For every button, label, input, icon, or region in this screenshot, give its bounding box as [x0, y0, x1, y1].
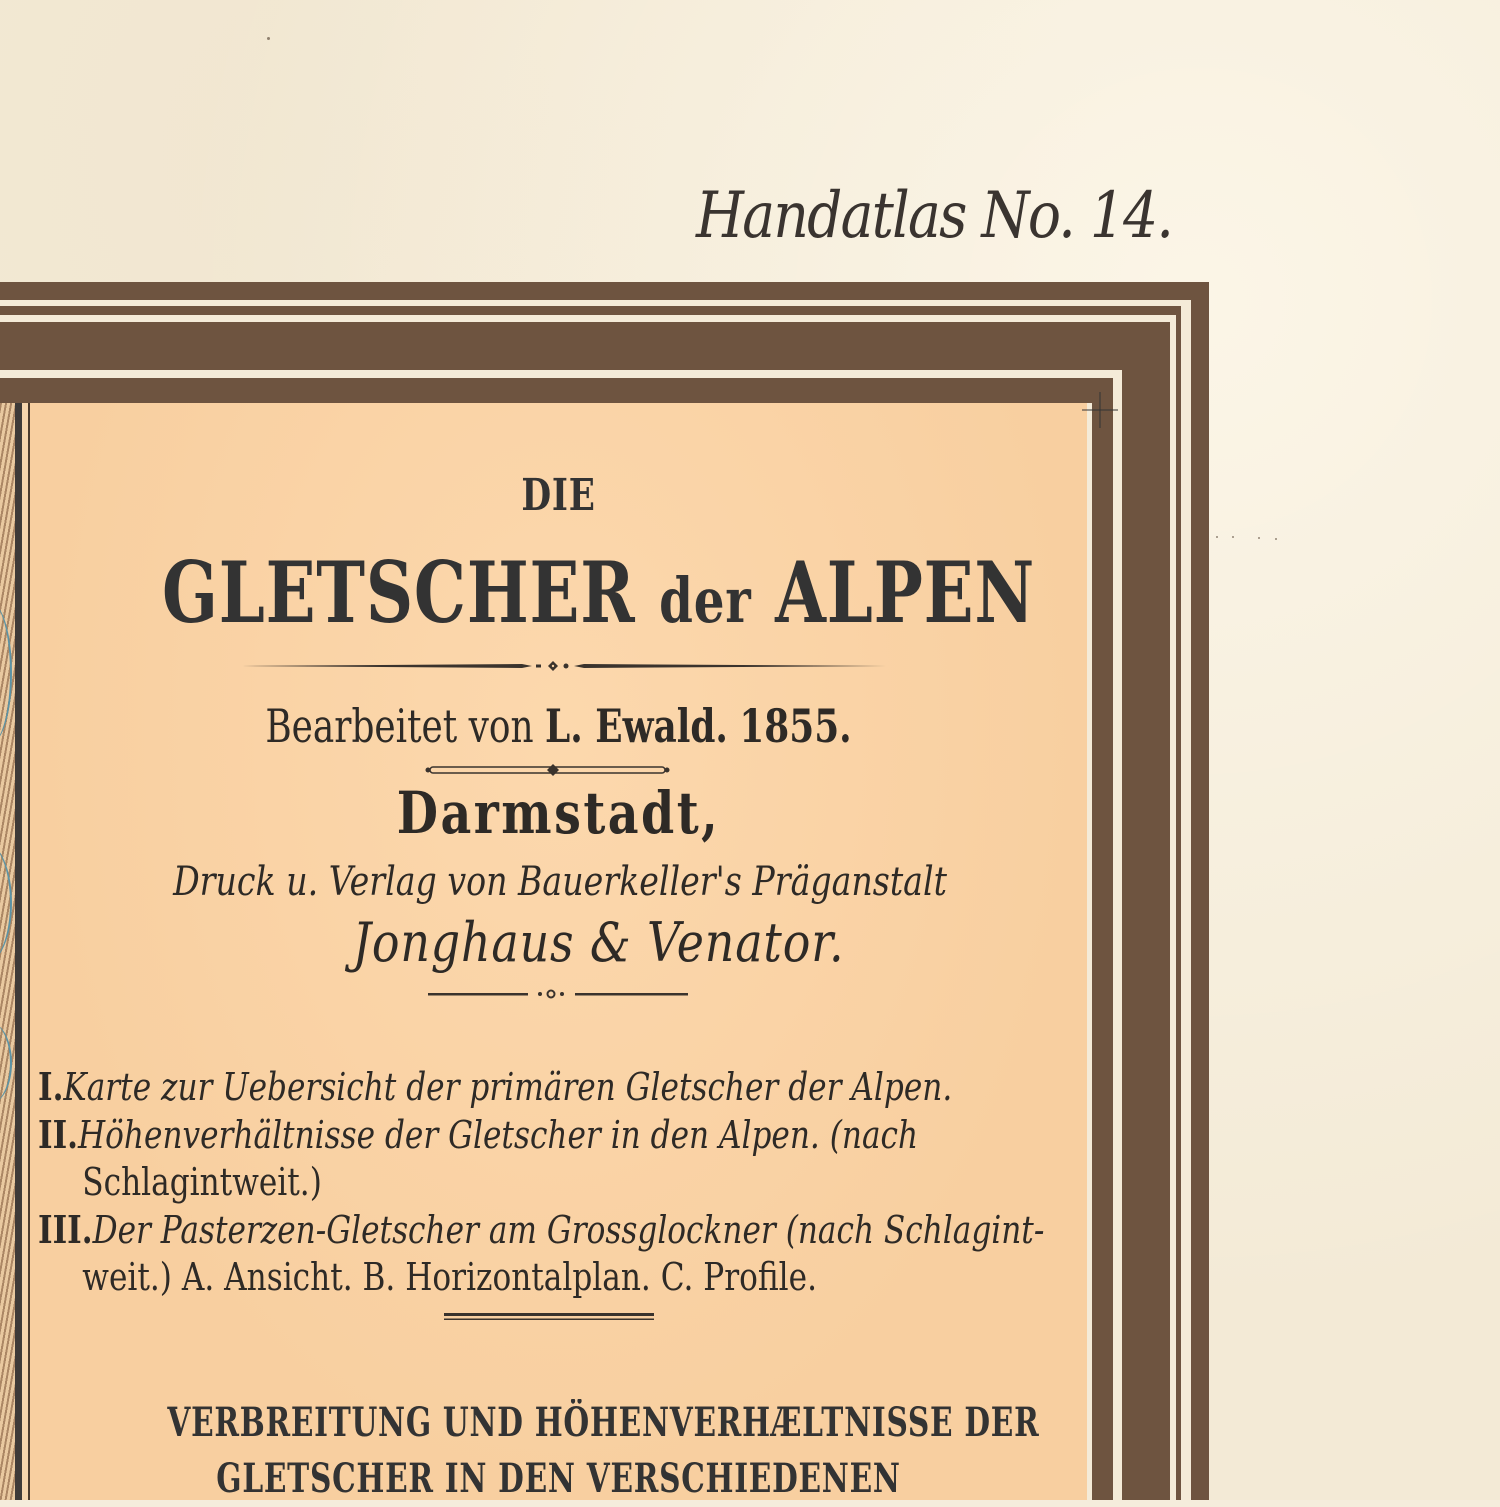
byline-prefix: Bearbeitet von: [265, 699, 534, 753]
map-fragment: [0, 403, 15, 1500]
contents-item-continuation: weit.) A. Ansicht. B. Horizontalplan. C. Profile.: [82, 1255, 817, 1299]
subtitle-line-2: GLETSCHER IN DEN VERSCHIEDENEN: [216, 1455, 901, 1502]
item-text: Karte zur Uebersicht der primären Gletscher der Alpen.: [63, 1065, 953, 1109]
paper-speck: [1216, 536, 1218, 538]
printer-line: Druck u. Verlag von Bauerkeller's Präganstalt: [173, 859, 947, 905]
paper-speck: [1258, 537, 1260, 539]
item-numeral: III.: [38, 1207, 93, 1252]
river-line: [0, 1023, 12, 1103]
main-title: [162, 543, 1036, 642]
river-line: [0, 603, 12, 743]
byline: [146, 699, 970, 753]
title-part-1: GLETSCHER: [162, 543, 636, 642]
contents-item: [38, 1063, 953, 1111]
registration-mark-icon: [1082, 392, 1118, 428]
paper-speck: [267, 37, 270, 40]
contents-item: [38, 1206, 1045, 1254]
item-numeral: I.: [38, 1064, 64, 1109]
publication-city: Darmstadt,: [396, 779, 721, 847]
ornamental-rule-icon: [242, 661, 886, 671]
contents-item: [38, 1111, 919, 1159]
byline-author: L. Ewald.: [545, 699, 728, 753]
byline-year: 1855.: [739, 699, 852, 753]
contents-list: [38, 1063, 1098, 1301]
contents-item-continuation: Schlagintweit.): [82, 1160, 322, 1204]
atlas-number-label: Handatlas No. 14.: [696, 179, 1173, 253]
double-rule-icon: [444, 1313, 654, 1321]
title-cartouche: [30, 403, 1087, 1500]
ornamental-rule-icon: [428, 989, 688, 999]
paper-speck: [1232, 536, 1234, 538]
subtitle-line-1: VERBREITUNG UND HÖHENVERHÆLTNISSE DER: [167, 1399, 1040, 1446]
item-text: Höhenverhältnisse der Gletscher in den Alpen. (nach: [78, 1113, 919, 1157]
ornamental-rule-icon: [425, 764, 670, 776]
publisher-firm: Jonghaus & Venator.: [352, 911, 845, 974]
paper-speck: [1275, 538, 1277, 540]
item-numeral: II.: [38, 1112, 79, 1157]
river-line: [0, 843, 12, 963]
item-text: Der Pasterzen-Gletscher am Grossglockner (nach Schlagint-: [92, 1208, 1045, 1252]
title-part-2: ALPEN: [775, 543, 1036, 642]
pre-title: DIE: [521, 470, 596, 521]
title-connector: der: [659, 564, 752, 637]
map-border-line: [15, 403, 22, 1500]
